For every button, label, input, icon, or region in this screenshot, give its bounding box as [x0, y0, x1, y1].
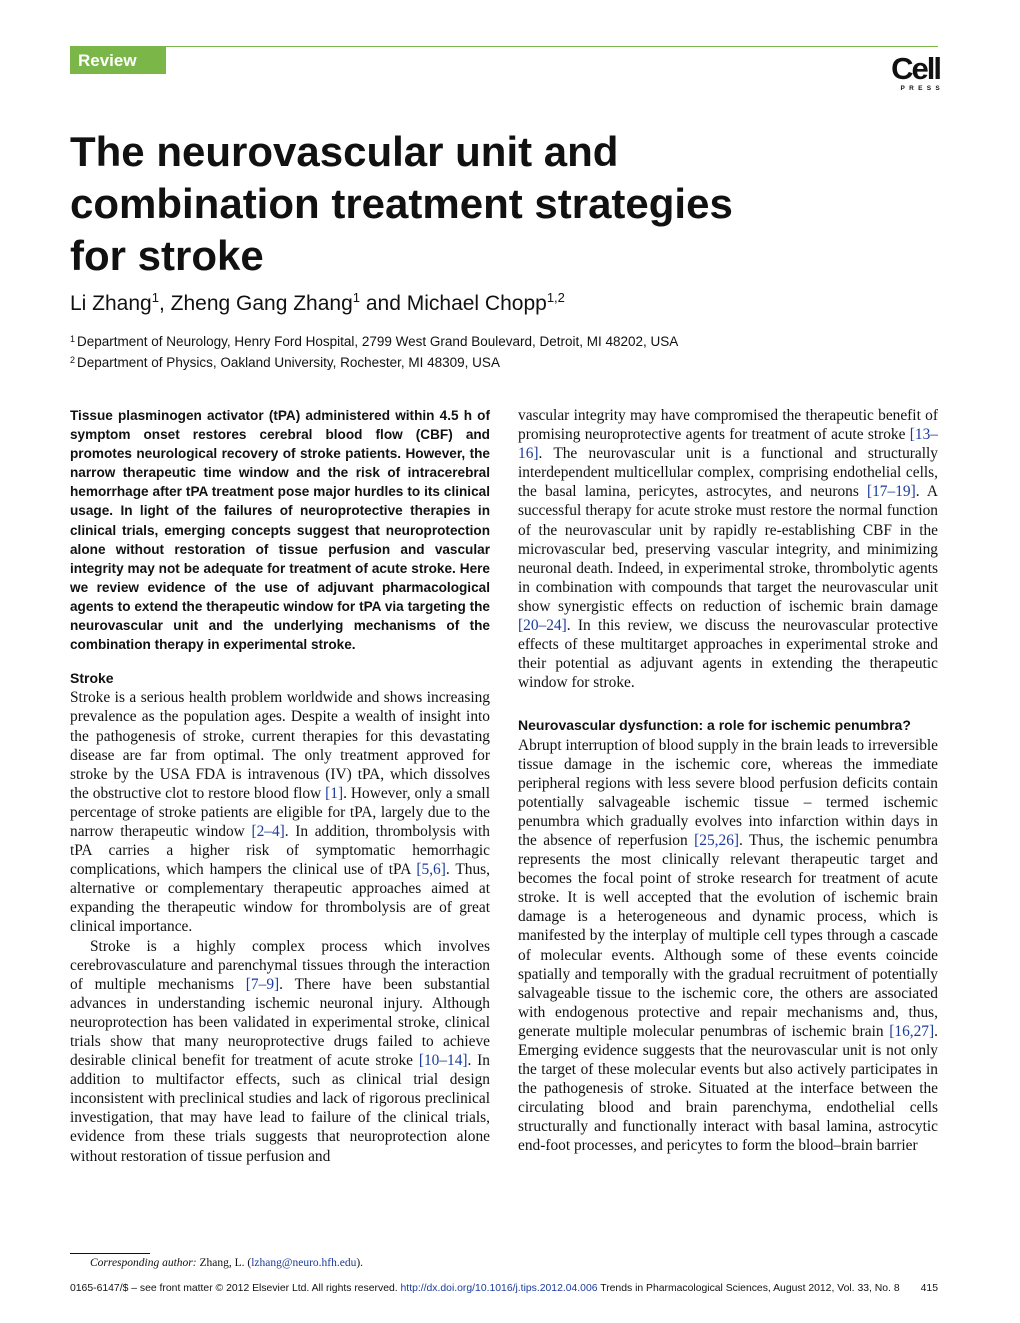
left-column: [70, 406, 490, 1166]
body-text: . There have been substantial advances in understanding ischemic neuronal injury. Although neuroprotection has been validated in experimental stroke, clinical trials show that many neuroprotective drugs failed to achieve desirable clinical benefit for treatment of acute stroke: [70, 975, 490, 1070]
affiliation-list: [70, 330, 678, 372]
footnote-close: ).: [356, 1257, 364, 1269]
footer-issn: 0165-6147/$ – see front matter © 2012 Elsevier Ltd. All rights reserved.: [70, 1283, 401, 1294]
body-paragraph: [518, 736, 938, 1156]
body-text: . However, only a small percentage of stroke patients are eligible for tPA, largely due to the narrow therapeutic window: [70, 784, 490, 840]
cell-press-logo: [878, 51, 944, 92]
body-text: vascular integrity may have compromised the therapeutic benefit of promising neuroprotective agents for treatment of acute stroke: [518, 407, 938, 444]
article-title: The neurovascular unit and combination treatment strategies for stroke: [70, 128, 733, 279]
citation-link[interactable]: [7–9]: [245, 975, 280, 993]
footnote-name: Zhang, L. (: [196, 1257, 252, 1269]
affiliation-number: 2: [70, 355, 76, 365]
body-text: . The neurovascular unit is a functional and structurally interdependent multicellular complex, comprising endothelial cells, the basal lamina, pericytes, astrocytes, and neurons: [518, 445, 938, 501]
citation-link[interactable]: [25,26]: [694, 831, 740, 849]
author-affiliation-mark: 1,2: [546, 290, 565, 305]
citation-link[interactable]: [10–14]: [418, 1052, 468, 1070]
affiliation-item: [70, 330, 678, 351]
affiliation-number: 1: [70, 334, 76, 344]
author-affiliation-mark: 1: [151, 290, 159, 305]
footer-journal: Trends in Pharmacological Sciences, August 2012, Vol. 33, No. 8: [597, 1283, 900, 1294]
corresponding-author-footnote: [90, 1257, 363, 1269]
section-heading-stroke: Stroke: [70, 670, 114, 687]
section-heading-dysfunction: Neurovascular dysfunction: a role for ischemic penumbra?: [518, 717, 911, 734]
body-text: Stroke is a highly complex process which involves cerebrovasculature and parenchymal tissues through the interaction of multiple mechanisms: [70, 937, 490, 993]
body-text: . In addition, thrombolysis with tPA carries a higher risk of symptomatic hemorrhagic complications, which hampers the clinical use of tPA: [70, 822, 490, 879]
body-text: Abrupt interruption of blood supply in the brain leads to irreversible tissue damage in the ischemic core, whereas the immediate peripheral regions with less severe blood perfusion deficits contain potentially salvageable ischemic tissue – termed ischemic penumbra which gradually evolves into infarction within days in the absence of reperfusion: [518, 736, 938, 849]
body-paragraph: [70, 937, 490, 1166]
logo-sub: PRESS: [900, 85, 944, 92]
body-text: . In this review, we discuss the neurovascular protective effects of these multitarget approaches in experimental stroke and their potential as adjuvant agents in extending the therapeutic window for stroke.: [518, 617, 938, 692]
affiliation-text: Department of Physics, Oakland University, Rochester, MI 48309, USA: [77, 355, 500, 370]
email-link[interactable]: lzhang@neuro.hfh.edu: [251, 1257, 357, 1269]
citation-link[interactable]: [5,6]: [416, 861, 446, 879]
header-rule: [70, 46, 938, 47]
body-text: . A successful therapy for acute stroke must restore the normal function of the neurovascular unit by rapidly re-establishing CBF in the microvascular bed, preserving vascular integrity, and minimizing neuronal death. Indeed, in experimental stroke, thrombolytic agents in combination with compounds that target the neurovascular unit show synergistic effects on reduction of ischemic brain damage: [518, 483, 938, 615]
body-text: . Thus, the ischemic penumbra represents the most clinically relevant therapeutic target and becomes the focal point of stroke research for treatment of acute stroke. It is well accepted that the evolution of ischemic brain damage is a heterogeneous and dynamic process, which is manifested by the interplay of multiple cell types through a cascade of molecular events. Although some of these events coincide spatially and temporally with the gradual recruitment of potentially salvageable tissue to the ischemic core, the others are associated with endogenous protective and repair mechanisms and, thus, generate multiple molecular penumbras of ischemic brain: [518, 831, 938, 1040]
author-separator: ,: [158, 292, 171, 315]
logo-word: Cell: [891, 51, 940, 86]
author-affiliation-mark: 1: [352, 290, 361, 305]
page-footer: [70, 1283, 938, 1294]
citation-link[interactable]: [17–19]: [866, 483, 916, 501]
body-paragraph: [70, 688, 490, 936]
right-column: [518, 406, 938, 1156]
affiliation-item: [70, 351, 678, 372]
citation-link[interactable]: [20–24]: [518, 617, 567, 635]
affiliation-text: Department of Neurology, Henry Ford Hospital, 2799 West Grand Boulevard, Detroit, MI 48202, USA: [77, 334, 679, 349]
citation-link[interactable]: [16,27]: [889, 1022, 935, 1040]
doi-link[interactable]: http://dx.doi.org/10.1016/j.tips.2012.04.006: [400, 1283, 598, 1294]
page-number: 415: [920, 1283, 938, 1294]
citation-link[interactable]: [13–16]: [518, 426, 938, 463]
author-list: [70, 290, 565, 316]
body-paragraph: [518, 406, 938, 692]
footnote-label: Corresponding author:: [90, 1257, 197, 1269]
author-name: Zheng Gang Zhang: [170, 292, 353, 315]
body-text: . In addition to multifactor effects, such as clinical trial design inconsistent with preclinical studies and lack of rigorous preclinical investigation, that may have lead to failure of the clinical trials, evidence from these trials suggests that neuroprotection alone without restoration of tissue perfusion and: [70, 1052, 490, 1165]
citation-link[interactable]: [2–4]: [251, 822, 285, 840]
abstract: Tissue plasminogen activator (tPA) administered within 4.5 h of symptom onset restores cerebral blood flow (CBF) and promotes neurological recovery of stroke patients. However, the narrow therapeutic time window and the risk of intracerebral hemorrhage after tPA treatment pose major hurdles to its clinical usage. In light of the failures of neuroprotective therapies in clinical trials, emerging concepts suggest that neuroprotection alone without restoration of tissue perfusion and vascular integrity may not be adequate for treatment of acute stroke. Here we review evidence of the use of adjuvant pharmacological agents to extend the therapeutic window for tPA via targeting the neurovascular unit and the underlying mechanisms of the combination therapy in experimental stroke.: [70, 408, 490, 653]
body-text: . Emerging evidence suggests that the neurovascular unit is not only the target of these molecular events but also actively participates in the pathogenesis of stroke. Situated at the interface between the circulating blood and brain parenchyma, endothelial cells structurally and functionally interact with basal lamina, astrocytic end-foot processes, and pericytes to form the blood–brain barrier: [518, 1022, 938, 1155]
body-text: Stroke is a serious health problem worldwide and shows increasing prevalence as the population ages. Despite a wealth of insight into the pathogenesis of stroke, current therapies for this devastating disease are far from optimal. The only treatment approved for stroke by the USA FDA is intravenous (IV) tPA, which dissolves the obstructive clot to restore blood flow: [70, 689, 490, 802]
citation-link[interactable]: [1]: [325, 784, 344, 802]
author-separator: and: [360, 292, 407, 315]
footnote-rule: [70, 1253, 150, 1254]
section-tag: Review: [70, 47, 166, 74]
author-name: Michael Chopp: [406, 292, 547, 315]
author-name: Li Zhang: [70, 292, 152, 315]
body-text: . Thus, alternative or complementary therapeutic approaches aimed at expanding the therapeutic window for thrombolysis are of great clinical importance.: [70, 861, 491, 936]
